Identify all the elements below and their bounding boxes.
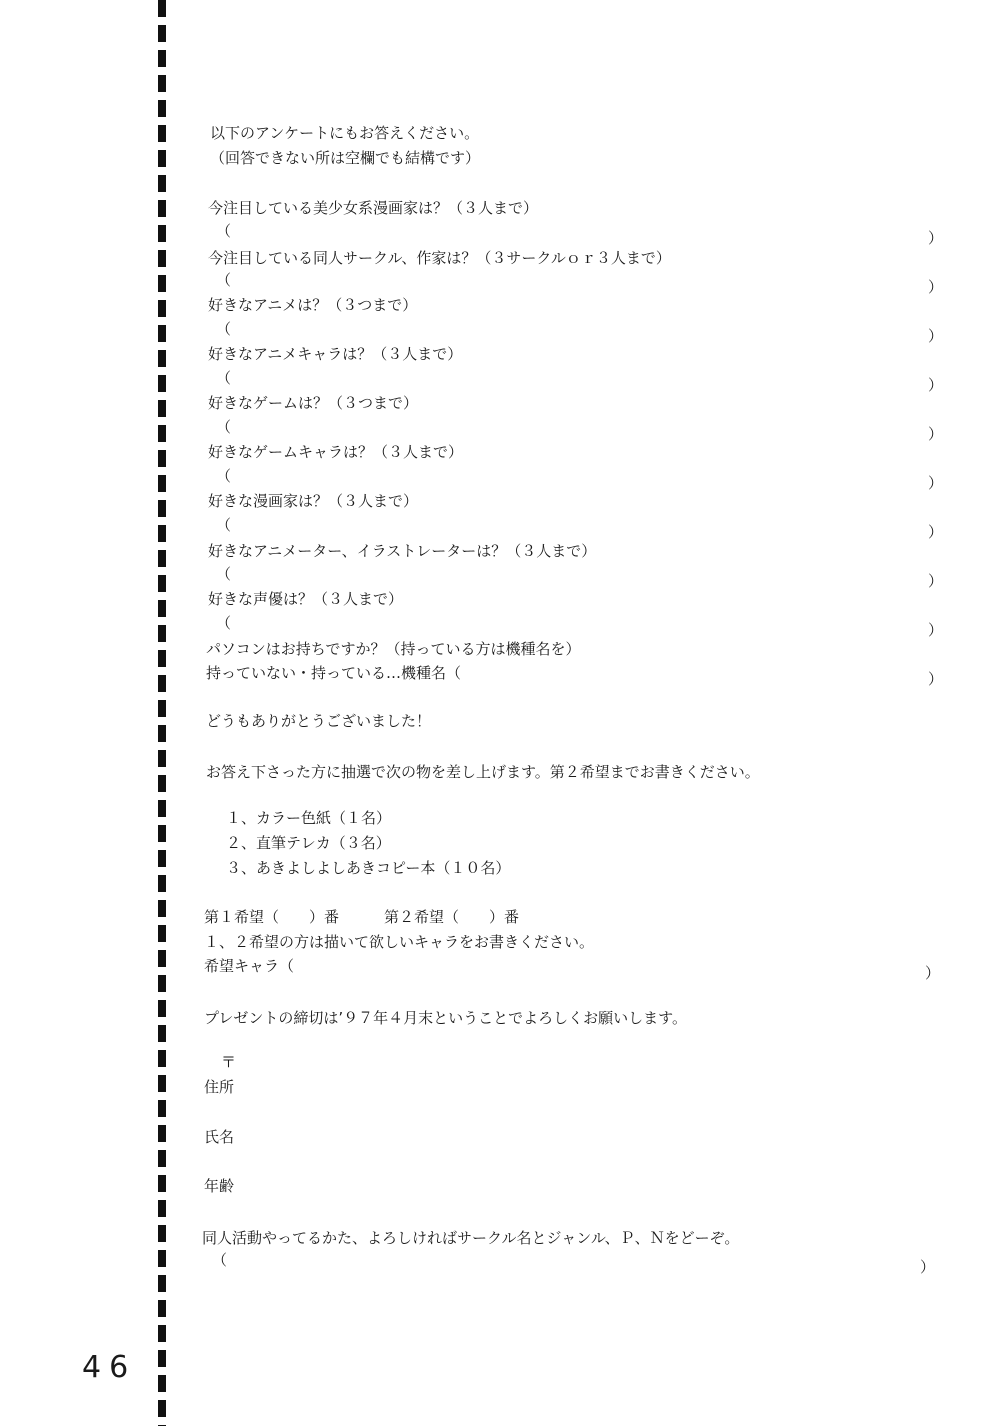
character-request: 希望キャラ（	[204, 957, 295, 975]
choice-note: １、２希望の方は描いて欲しいキャラをお書きください。	[204, 933, 595, 951]
page-number: 46	[82, 1350, 137, 1385]
pc-answer: 持っていない・持っている…機種名（	[206, 664, 462, 682]
pc-question: パソコンはお持ちですか？（持っている方は機種名を）	[206, 640, 581, 658]
second-choice: 第２希望（ ）番	[384, 908, 520, 926]
question-9: 好きな声優は？（３人まで）	[208, 590, 404, 608]
answer-open-paren-4: （	[216, 369, 232, 387]
postal-mark: 〒	[221, 1053, 237, 1071]
answer-open-paren-6: （	[216, 467, 232, 485]
circle-close-paren: ）	[920, 1258, 936, 1276]
answer-open-paren-9: （	[216, 614, 232, 632]
question-8: 好きなアニメーター、イラストレーターは？（３人まで）	[208, 542, 597, 560]
question-5: 好きなゲームは？（３つまで）	[208, 394, 419, 412]
question-7: 好きな漫画家は？（３人まで）	[208, 492, 419, 510]
prize-3: ３、あきよしよしあきコピー本（１０名）	[226, 859, 511, 877]
first-choice: 第１希望（ ）番	[204, 908, 340, 926]
circle-request: 同人活動やってるかた、よろしければサークル名とジャンル、Ｐ、Ｎをどーぞ。	[202, 1229, 740, 1247]
character-close-paren: ）	[925, 964, 941, 982]
answer-close-paren-6: ）	[928, 474, 944, 492]
answer-close-paren-2: ）	[928, 278, 944, 296]
answer-close-paren-8: ）	[928, 572, 944, 590]
answer-open-paren-7: （	[216, 516, 232, 534]
answer-close-paren-4: ）	[928, 376, 944, 394]
answer-close-paren-3: ）	[928, 327, 944, 345]
answer-open-paren-1: （	[216, 222, 232, 240]
question-4: 好きなアニメキャラは？（３人まで）	[208, 345, 463, 363]
pc-close-paren: ）	[928, 670, 944, 688]
prize-2: ２、直筆テレカ（３名）	[226, 834, 391, 852]
answer-open-paren-3: （	[216, 320, 232, 338]
answer-close-paren-9: ）	[928, 621, 944, 639]
present-intro: お答え下さった方に抽選で次の物を差し上げます。第２希望までお書きください。	[206, 763, 760, 781]
answer-close-paren-5: ）	[928, 425, 944, 443]
answer-close-paren-7: ）	[928, 523, 944, 541]
deadline-text: プレゼントの締切は’９７年４月末ということでよろしくお願いします。	[204, 1009, 687, 1027]
age-label: 年齢	[204, 1177, 235, 1195]
circle-open-paren: （	[212, 1251, 228, 1269]
answer-open-paren-5: （	[216, 418, 232, 436]
question-3: 好きなアニメは？（３つまで）	[208, 296, 418, 314]
answer-open-paren-8: （	[216, 565, 232, 583]
thanks-text: どうもありがとうございました！	[206, 712, 432, 730]
binding-dashed-line	[158, 0, 166, 1426]
intro-line-2: （回答できない所は空欄でも結構です）	[210, 149, 481, 167]
answer-close-paren-1: ）	[928, 229, 944, 247]
intro-line-1: 以下のアンケートにもお答えください。	[210, 124, 480, 142]
question-1: 今注目している美少女系漫画家は？（３人まで）	[208, 199, 539, 217]
answer-open-paren-2: （	[216, 271, 232, 289]
prize-1: １、カラー色紙（１名）	[226, 809, 392, 827]
name-label: 氏名	[204, 1128, 235, 1146]
question-2: 今注目している同人サークル、作家は？（３サークルｏｒ３人まで）	[208, 249, 671, 267]
address-label: 住所	[204, 1078, 235, 1096]
question-6: 好きなゲームキャラは？（３人まで）	[208, 443, 464, 461]
